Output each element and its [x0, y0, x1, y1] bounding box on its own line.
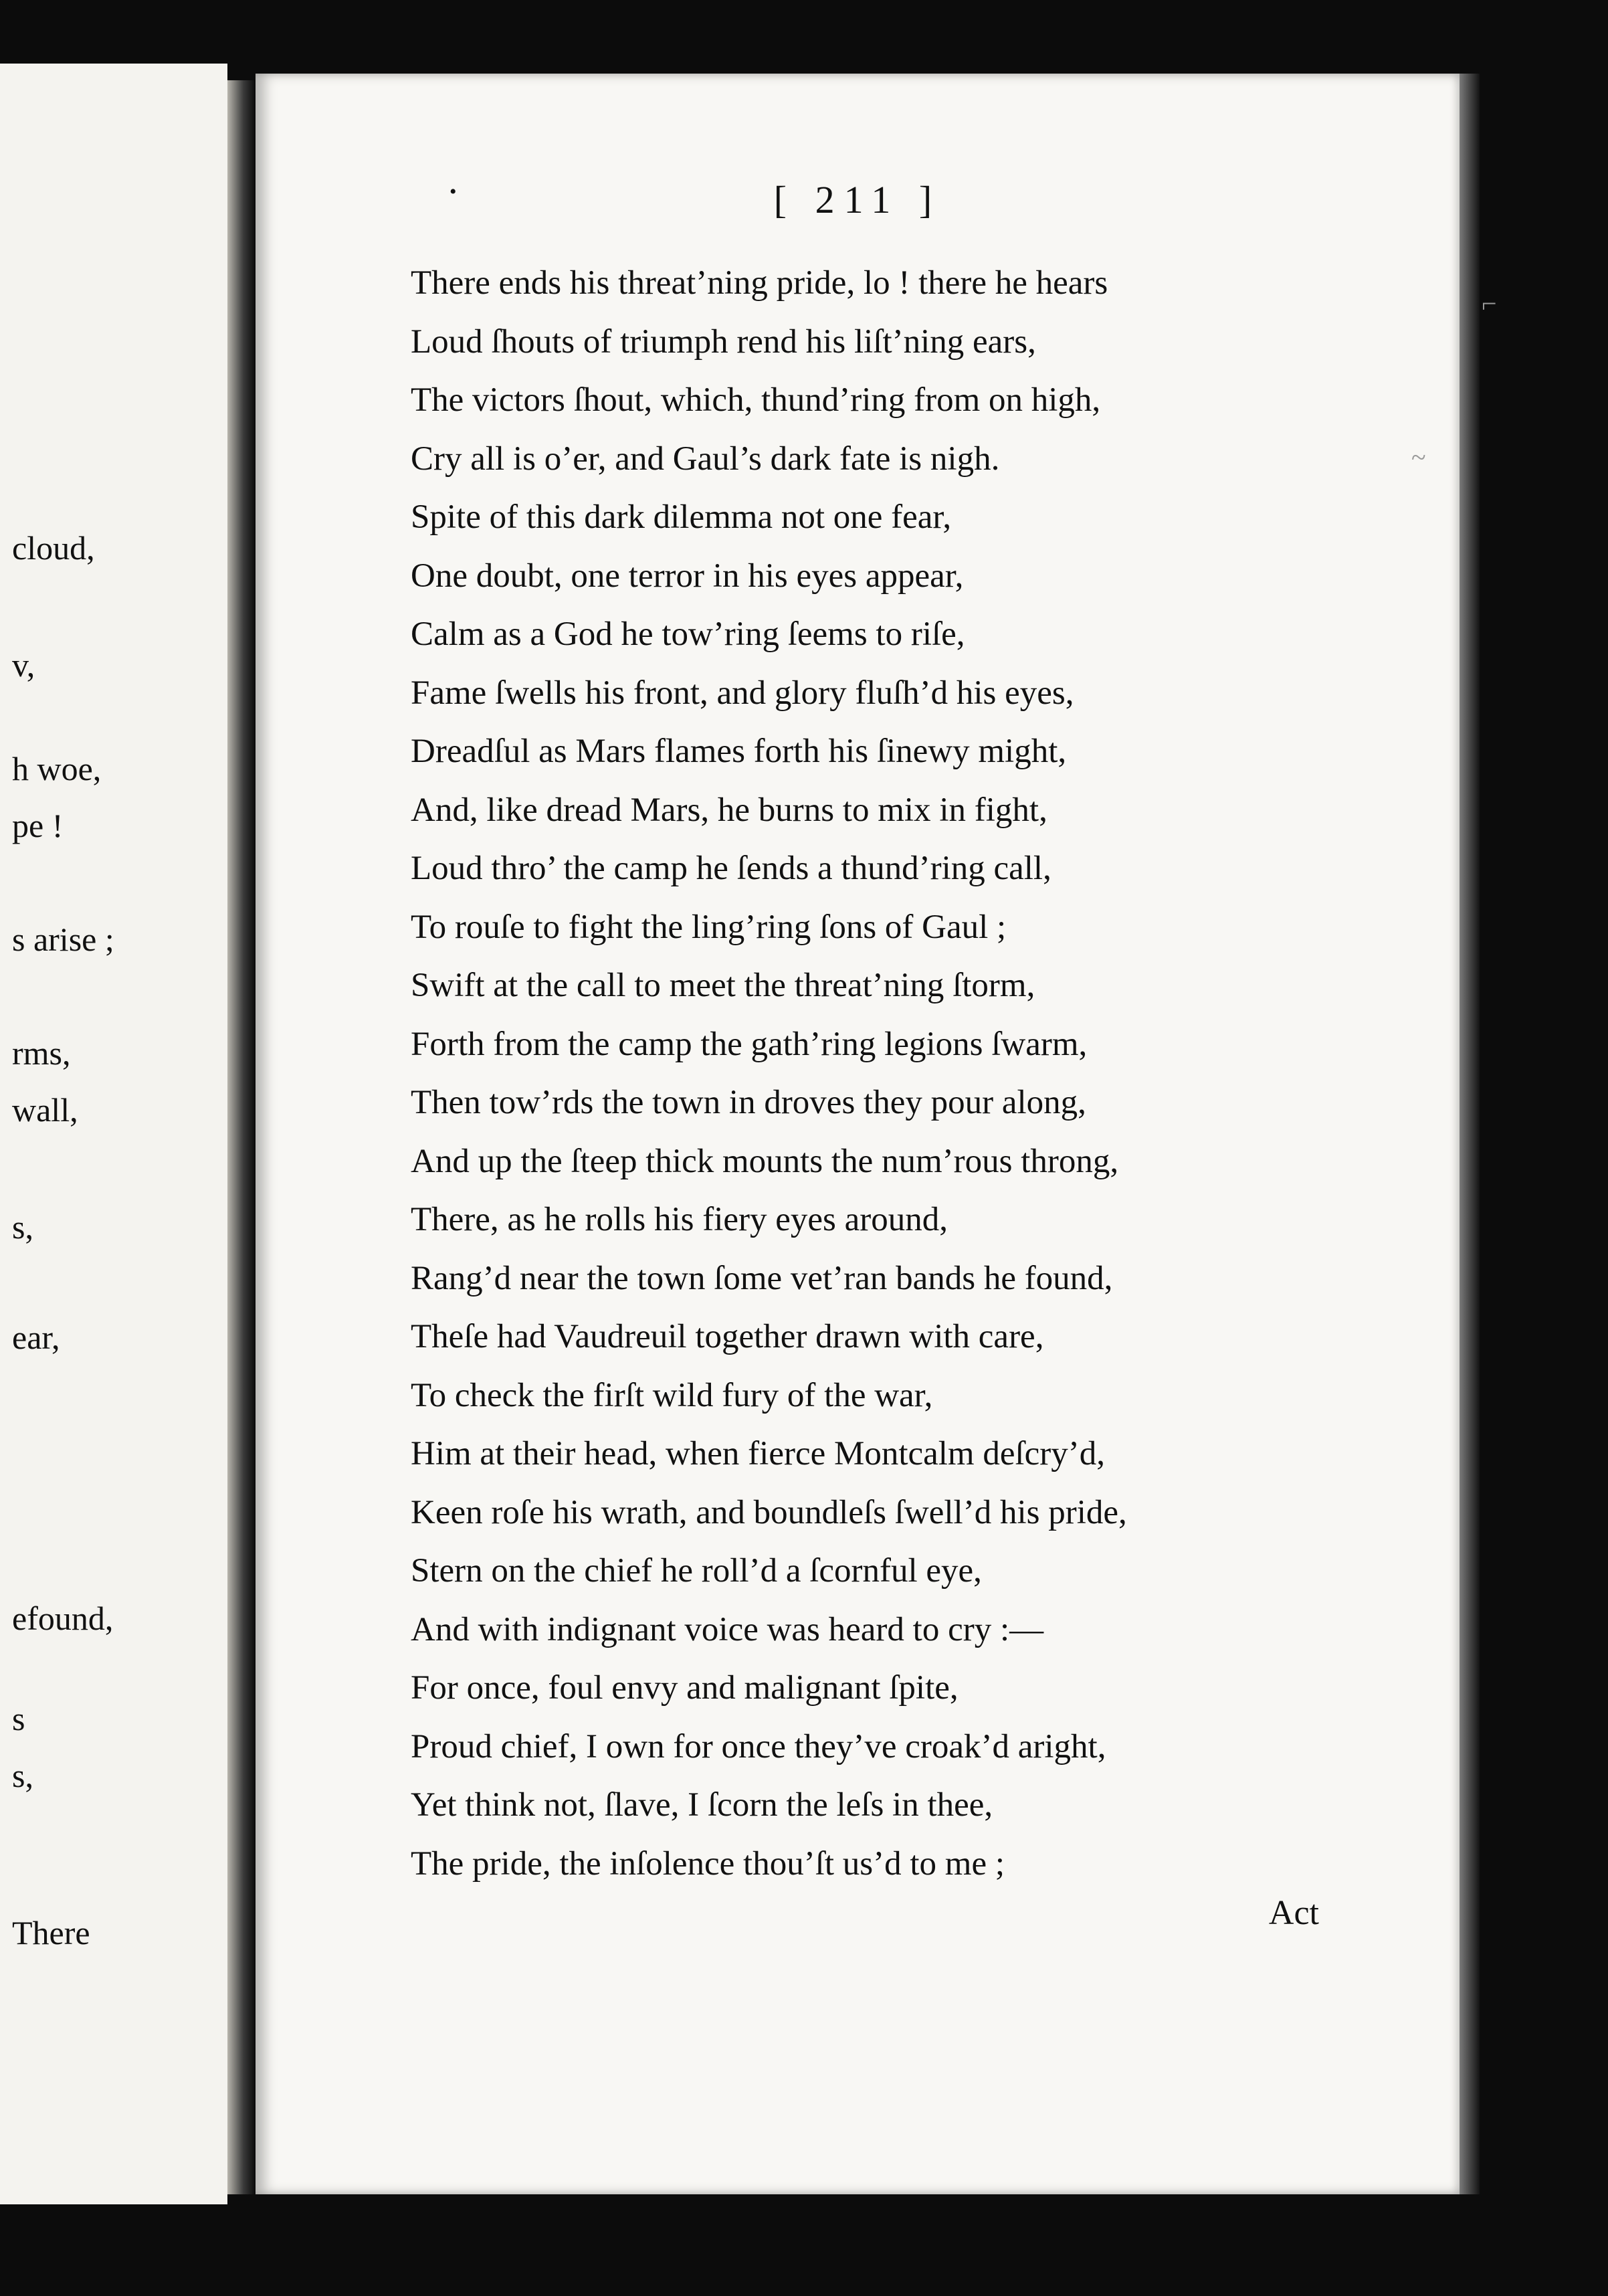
- verse-line: Calm as a God he tow’ring ſeems to riſe,: [411, 615, 965, 653]
- left-page-line: wall,: [12, 1091, 78, 1129]
- verse-line: And with indignant voice was heard to cry :—: [411, 1610, 1044, 1648]
- verse-line: The pride, the inſolence thou’ſt us’d to me ;: [411, 1844, 1005, 1883]
- left-page-line: h woe,: [12, 750, 102, 787]
- verse-line: One doubt, one terror in his eyes appear,: [411, 557, 964, 595]
- verse-line: Dreadſul as Mars flames forth his ſinewy might,: [411, 733, 1067, 770]
- verse-line: Then tow’rds the town in droves they pour along,: [411, 1084, 1086, 1121]
- left-page-line: efound,: [12, 1600, 114, 1637]
- verse-line: Rang’d near the town ſome vet’ran bands he found,: [411, 1259, 1113, 1297]
- verse-line: Stern on the chief he roll’d a ſcornful eye,: [411, 1552, 982, 1590]
- left-page-line: s arise ;: [12, 921, 114, 958]
- page-header: [ 211 ]: [773, 178, 942, 221]
- left-page-line: s,: [12, 1208, 33, 1246]
- left-page-line: v,: [12, 646, 35, 684]
- verse-line: Fame ſwells his front, and glory fluſh’d his eyes,: [411, 674, 1074, 712]
- left-page-line: s,: [12, 1757, 33, 1794]
- verse-line: To rouſe to fight the ling’ring ſons of Gaul ;: [411, 908, 1007, 946]
- verse-line: Theſe had Vaudreuil together drawn with care,: [411, 1318, 1044, 1355]
- book-gutter: [227, 80, 254, 2194]
- left-page-line: pe !: [12, 807, 64, 844]
- page-edge-shadow: [1460, 74, 1480, 2194]
- verse-line: Spite of this dark dilemma not one fear,: [411, 498, 952, 536]
- verse-line: Swift at the call to meet the threat’ning ſtorm,: [411, 967, 1035, 1004]
- left-page-line: There: [12, 1914, 90, 1951]
- verse-line: And, like dread Mars, he burns to mix in fight,: [411, 791, 1047, 829]
- verse-line: Loud ſhouts of triumph rend his liſt’ning ears,: [411, 322, 1036, 361]
- verse-line: For once, foul envy and malignant ſpite,: [411, 1669, 959, 1707]
- verse-line: Loud thro’ the camp he ſends a thund’ring call,: [411, 850, 1051, 887]
- verse-line: Proud chief, I own for once they’ve croak’d aright,: [411, 1727, 1106, 1765]
- left-page-line: s: [12, 1700, 25, 1737]
- verse-line: Him at their head, when fierce Montcalm deſcry’d,: [411, 1435, 1106, 1472]
- catchword: Act: [1268, 1894, 1319, 1932]
- verse-line: There, as he rolls his fiery eyes around,: [411, 1201, 948, 1238]
- left-page-line: cloud,: [12, 529, 95, 567]
- left-page-line: ear,: [12, 1319, 60, 1356]
- edge-mark: ~: [1411, 442, 1426, 472]
- verse-block: [411, 254, 1127, 1893]
- verse-line: There ends his threat’ning pride, lo ! there he hears: [411, 264, 1108, 302]
- page-mark: •: [449, 181, 457, 203]
- verse-line: The victors ſhout, which, thund’ring from on high,: [411, 381, 1101, 419]
- verse-line: And up the ſteep thick mounts the num’rous throng,: [411, 1142, 1119, 1180]
- edge-mark: ⌐: [1482, 288, 1497, 318]
- book-page: [256, 74, 1460, 2194]
- verse-line: Yet think not, ſlave, I ſcorn the leſs in thee,: [411, 1786, 993, 1824]
- verse-line: Forth from the camp the gath’ring legions ſwarm,: [411, 1025, 1088, 1063]
- left-page-line: rms,: [12, 1034, 71, 1072]
- verse-line: Keen roſe his wrath, and boundleſs ſwell’d his pride,: [411, 1493, 1127, 1531]
- verse-line: Cry all is o’er, and Gaul’s dark fate is nigh.: [411, 440, 1000, 478]
- left-facing-page: [0, 64, 227, 2204]
- verse-line: To check the firſt wild fury of the war,: [411, 1376, 933, 1414]
